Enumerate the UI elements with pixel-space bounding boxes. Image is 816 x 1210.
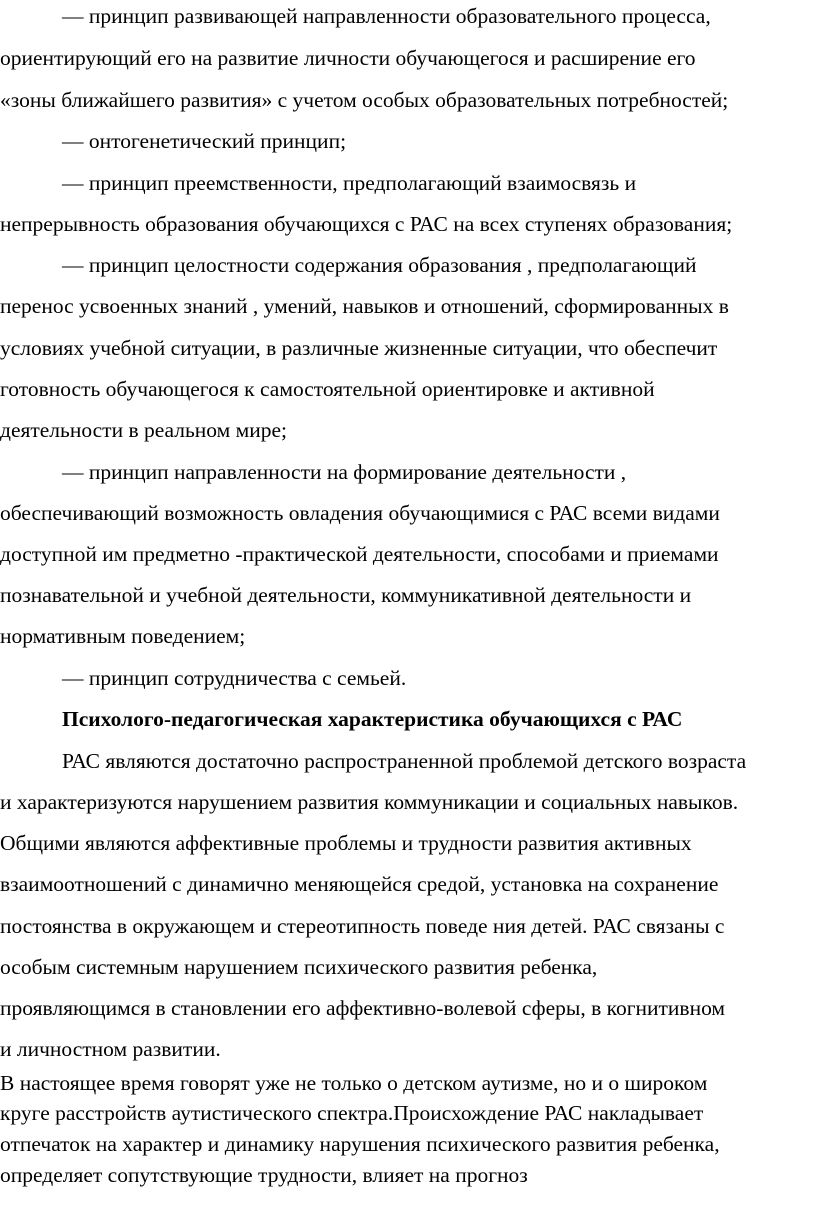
text-line-24: особым системным нарушением психического развития ребенка, (0, 955, 598, 979)
text-line-28: круге расстройств аутистического спектра.Происхождение РАС накладывает (0, 1101, 704, 1125)
text-line-26: и личностном развитии. (0, 1037, 221, 1061)
text-line-2: ориентирующий его на развитие личности обучающегося и расширение его (0, 46, 696, 70)
text-line-23: постоянства в окружающем и стереотипность поведе ния детей. РАС связаны с (0, 914, 725, 938)
text-line-1: — принцип развивающей направленности образовательного процесса, (62, 4, 711, 28)
text-line-11: деятельности в реальном мире; (0, 418, 288, 442)
text-line-17: — принцип сотрудничества с семьей. (62, 666, 407, 690)
text-line-13: обеспечивающий возможность овладения обучающимися с РАС всеми видами (0, 501, 720, 525)
text-line-8: перенос усвоенных знаний , умений, навыков и отношений, сформированных в (0, 294, 729, 318)
text-line-21: Общими являются аффективные проблемы и трудности развития активных (0, 831, 692, 855)
text-line-15: познавательной и учебной деятельности, коммуникативной деятельности и (0, 583, 692, 607)
text-line-14: доступной им предметно -практической деятельности, способами и приемами (0, 542, 719, 566)
text-line-6: непрерывность образования обучающихся с РАС на всех ступенях образования; (0, 212, 733, 236)
text-line-29: отпечаток на характер и динамику нарушения психического развития ребенка, (0, 1132, 720, 1156)
text-line-7: — принцип целостности содержания образования , предполагающий (62, 253, 697, 277)
text-line-5: — принцип преемственности, предполагающий взаимосвязь и (62, 171, 637, 195)
text-line-3: «зоны ближайшего развития» с учетом особых образовательных потребностей; (0, 88, 729, 112)
text-line-16: нормативным поведением; (0, 624, 246, 648)
text-line-27: В настоящее время говорят уже не только о детском аутизме, но и о широком (0, 1071, 708, 1095)
text-line-22: взаимоотношений с динамично меняющейся средой, установка на сохранение (0, 872, 719, 896)
text-line-20: и характеризуются нарушением развития коммуникации и социальных навыков. (0, 790, 739, 814)
text-line-9: условиях учебной ситуации, в различные жизненные ситуации, что обеспечит (0, 336, 718, 360)
text-line-19: РАС являются достаточно распространенной проблемой детского возраста (62, 749, 747, 773)
text-line-12: — принцип направленности на формирование деятельности , (62, 460, 627, 484)
text-line-4: — онтогенетический принцип; (62, 129, 347, 153)
text-line-10: готовность обучающегося к самостоятельной ориентировке и активной (0, 377, 655, 401)
text-line-25: проявляющимся в становлении его аффективно-волевой сферы, в когнитивном (0, 996, 726, 1020)
section-heading: Психолого-педагогическая характеристика обучающихся с РАС (62, 707, 683, 731)
text-line-30: определяет сопутствующие трудности, влияет на прогноз (0, 1163, 528, 1187)
